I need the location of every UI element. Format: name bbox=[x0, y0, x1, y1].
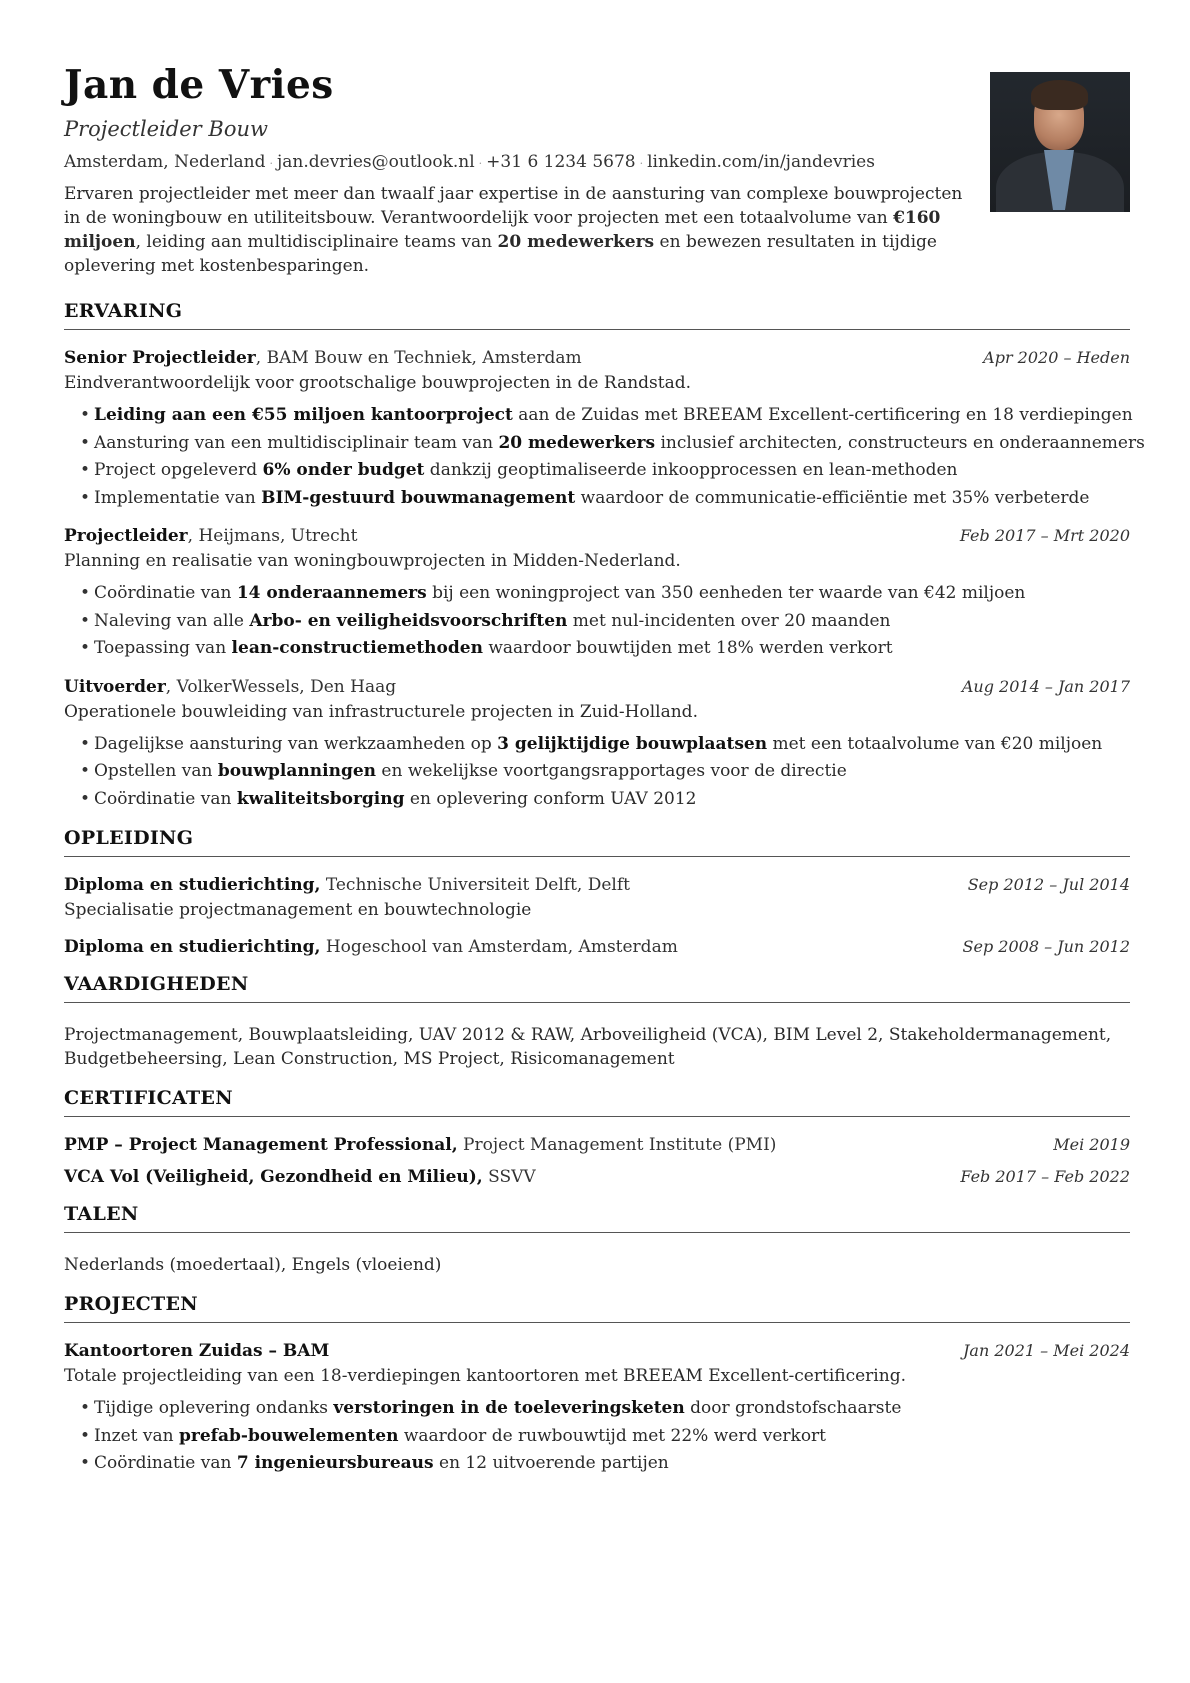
candidate-role: Projectleider Bouw bbox=[64, 117, 268, 141]
section-certificates bbox=[64, 1087, 1130, 1189]
list-item: • Naleving van alle Arbo- en veiligheidsvoorschriften met nul-incidenten over 20 maanden bbox=[94, 608, 1130, 636]
list-item: • Coördinatie van 14 onderaannemers bij een woningproject van 350 eenheden ter waarde van €42 miljoen bbox=[94, 580, 1130, 608]
languages-text: Nederlands (moedertaal), Engels (vloeiend) bbox=[64, 1255, 442, 1275]
summary-text: Ervaren projectleider met meer dan twaalf jaar expertise in de aansturing van complexe bouwprojecten in de woningbouw en utiliteitsbouw. Verantwoordelijk voor projecten met een totaalvolume van bbox=[64, 184, 963, 228]
contact-email[interactable]: jan.devries@outlook.nl bbox=[277, 152, 475, 172]
job-description: Eindverantwoordelijk voor grootschalige bouwprojecten in de Randstad. bbox=[64, 373, 692, 393]
job-description: Operationele bouwleiding van infrastructurele projecten in Zuid-Holland. bbox=[64, 701, 698, 722]
certificate-entry bbox=[64, 1165, 1130, 1189]
education-institution: Hogeschool van Amsterdam, Amsterdam bbox=[320, 937, 678, 957]
contact-separator: · bbox=[269, 157, 273, 170]
education-title: Diploma en studierichting, bbox=[64, 937, 321, 957]
skills-text: Projectmanagement, Bouwplaatsleiding, UAV 2012 & RAW, Arboveiligheid (VCA), BIM Level 2, Stakeholdermanagement, Budgetbeheersing, Lean Construction, MS Project, Risicomanagement bbox=[64, 1025, 1112, 1069]
summary-text: , leiding aan multidisciplinaire teams van bbox=[135, 232, 498, 252]
education-title: Diploma en studierichting, bbox=[64, 875, 321, 895]
section-skills bbox=[64, 973, 1130, 1071]
job-title: Projectleider bbox=[64, 526, 188, 546]
section-projects bbox=[64, 1293, 1130, 1478]
resume-header bbox=[64, 62, 1130, 296]
certificate-issuer: SSVV bbox=[482, 1167, 536, 1187]
job-date: Apr 2020 – Heden bbox=[983, 348, 1130, 367]
education-date: Sep 2012 – Jul 2014 bbox=[967, 875, 1130, 894]
contact-phone[interactable]: +31 6 1234 5678 bbox=[486, 152, 636, 172]
summary-text: en bewezen resultaten in tijdige oplevering met kostenbesparingen. bbox=[64, 232, 937, 276]
certificate-date: Feb 2017 – Feb 2022 bbox=[960, 1167, 1130, 1186]
job-bullets bbox=[64, 731, 1130, 814]
job-entry bbox=[64, 524, 1130, 663]
candidate-name: Jan de Vries bbox=[64, 62, 334, 108]
education-entry bbox=[64, 873, 1130, 923]
profile-photo bbox=[990, 72, 1130, 212]
contact-location: Amsterdam, Nederland bbox=[64, 152, 266, 172]
summary-highlight: €160 miljoen bbox=[64, 208, 941, 252]
certificate-entry bbox=[64, 1133, 1130, 1157]
section-experience bbox=[64, 300, 1145, 813]
section-title: ERVARING bbox=[64, 300, 1130, 330]
job-organization: , BAM Bouw en Techniek, Amsterdam bbox=[255, 348, 582, 368]
list-item: • Dagelijkse aansturing van werkzaamheden op 3 gelijktijdige bouwplaatsen met een totaalvolume van €20 miljoen bbox=[94, 731, 1130, 759]
job-description: Planning en realisatie van woningbouwprojecten in Midden-Nederland. bbox=[64, 551, 681, 571]
project-date: Jan 2021 – Mei 2024 bbox=[962, 1341, 1130, 1360]
project-title: Kantoortoren Zuidas – BAM bbox=[64, 1341, 330, 1361]
job-organization: , VolkerWessels, Den Haag bbox=[165, 676, 397, 697]
profile-summary bbox=[64, 182, 974, 278]
list-item: • Inzet van prefab-bouwelementen waardoor de ruwbouwtijd met 22% werd verkort bbox=[94, 1423, 1130, 1451]
list-item: • Opstellen van bouwplanningen en wekelijkse voortgangsrapportages voor de directie bbox=[94, 758, 1130, 786]
contact-separator: · bbox=[478, 157, 483, 170]
section-languages bbox=[64, 1203, 1130, 1277]
section-title: PROJECTEN bbox=[64, 1293, 1130, 1323]
list-item: • Aansturing van een multidisciplinair team van 20 medewerkers inclusief architecten, constructeurs en onderaannemers bbox=[94, 430, 1130, 458]
education-institution: Technische Universiteit Delft, Delft bbox=[320, 875, 630, 895]
list-item: • Coördinatie van 7 ingenieursbureaus en 12 uitvoerende partijen bbox=[94, 1450, 1130, 1478]
list-item: • Project opgeleverd 6% onder budget dankzij geoptimaliseerde inkoopprocessen en lean-methoden bbox=[94, 457, 1130, 485]
list-item: • Toepassing van lean-constructiemethoden waardoor bouwtijden met 18% werden verkort bbox=[94, 635, 1130, 663]
job-date: Feb 2017 – Mrt 2020 bbox=[959, 526, 1130, 545]
contact-separator: · bbox=[639, 157, 644, 170]
section-title: VAARDIGHEDEN bbox=[64, 973, 1130, 1003]
certificate-date: Mei 2019 bbox=[1053, 1135, 1130, 1154]
project-description: Totale projectleiding van een 18-verdiepingen kantoortoren met BREEAM Excellent-certificering. bbox=[64, 1366, 906, 1386]
job-entry bbox=[64, 675, 1130, 814]
job-bullets bbox=[64, 580, 1130, 663]
education-entry bbox=[64, 935, 1130, 959]
job-title: Uitvoerder bbox=[64, 676, 166, 697]
certificate-issuer: Project Management Institute (PMI) bbox=[457, 1135, 777, 1155]
job-title: Senior Projectleider bbox=[64, 348, 256, 368]
list-item: • Implementatie van BIM-gestuurd bouwmanagement waardoor de communicatie-efficiëntie met 35% verbeterde bbox=[94, 485, 1130, 513]
section-title: TALEN bbox=[64, 1203, 1130, 1233]
section-title: CERTIFICATEN bbox=[64, 1087, 1130, 1117]
list-item: • Coördinatie van kwaliteitsborging en oplevering conform UAV 2012 bbox=[94, 786, 1130, 814]
resume-page bbox=[64, 58, 1145, 1478]
list-item: • Tijdige oplevering ondanks verstoringen in de toeleveringsketen door grondstofschaarste bbox=[94, 1395, 1130, 1423]
job-bullets bbox=[64, 402, 1145, 512]
education-description: Specialisatie projectmanagement en bouwtechnologie bbox=[64, 900, 532, 920]
list-item: • Leiding aan een €55 miljoen kantoorproject aan de Zuidas met BREEAM Excellent-certificering en 18 verdiepingen bbox=[94, 402, 1130, 430]
education-date: Sep 2008 – Jun 2012 bbox=[962, 937, 1130, 956]
certificate-title: PMP – Project Management Professional, bbox=[64, 1135, 458, 1155]
project-entry bbox=[64, 1339, 1130, 1478]
contact-line bbox=[64, 152, 1130, 172]
summary-highlight: 20 medewerkers bbox=[497, 232, 655, 252]
job-entry bbox=[64, 346, 1145, 512]
section-education bbox=[64, 827, 1130, 959]
job-date: Aug 2014 – Jan 2017 bbox=[961, 676, 1130, 696]
certificate-title: VCA Vol (Veiligheid, Gezondheid en Milieu), bbox=[64, 1167, 483, 1187]
contact-linkedin[interactable]: linkedin.com/in/jandevries bbox=[647, 152, 875, 172]
project-bullets bbox=[64, 1395, 1130, 1478]
job-organization: , Heijmans, Utrecht bbox=[187, 526, 358, 546]
section-title: OPLEIDING bbox=[64, 827, 1130, 857]
